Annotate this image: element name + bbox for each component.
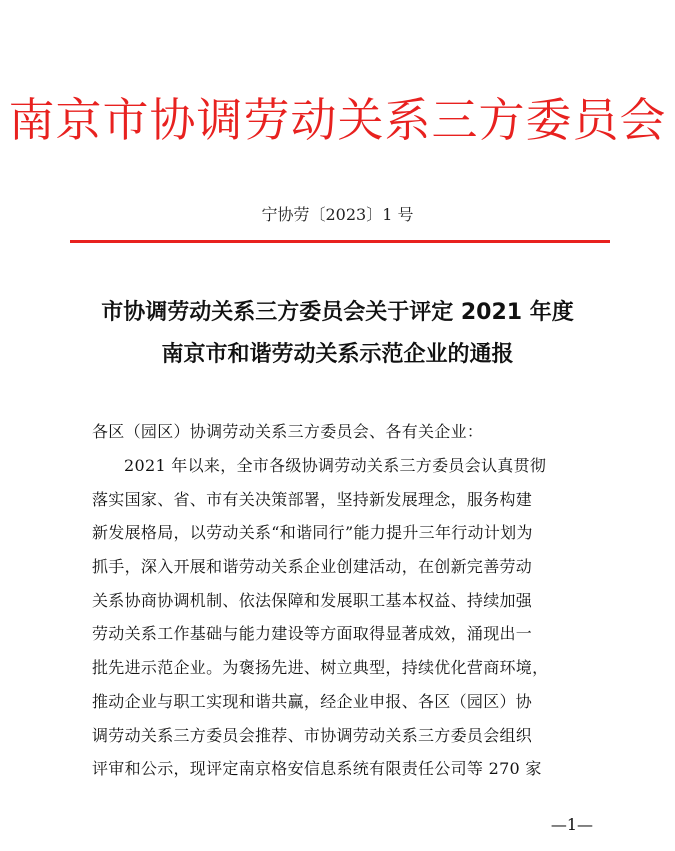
paragraph-line: 落实国家、省、市有关决策部署，坚持新发展理念，服务构建 <box>92 489 533 509</box>
document-title-line-1: 市协调劳动关系三方委员会关于评定 2021 年度 <box>101 300 574 325</box>
paragraph-line: 新发展格局，以劳动关系“和谐同行”能力提升三年行动计划为 <box>92 523 533 543</box>
body-paragraph <box>92 449 592 786</box>
paragraph-line: 关系协商协调机制、依法保障和发展职工基本权益、持续加强 <box>92 590 533 610</box>
document-title-line-2: 南京市和谐劳动关系示范企业的通报 <box>161 342 514 367</box>
paragraph-line: 2021 年以来，全市各级协调劳动关系三方委员会认真贯彻 <box>124 456 547 475</box>
paragraph-line: 抓手，深入开展和谐劳动关系企业创建活动，在创新完善劳动 <box>92 557 533 577</box>
paragraph-line: 批先进示范企业。为褒扬先进、树立典型，持续优化营商环境， <box>92 658 549 678</box>
paragraph-line: 推动企业与职工实现和谐共赢，经企业申报、各区（园区）协 <box>92 691 533 711</box>
salutation: 各区（园区）协调劳动关系三方委员会、各有关企业： <box>92 422 484 441</box>
issuing-org-header: 南京市协调劳动关系三方委员会 <box>8 93 667 147</box>
red-divider-line <box>70 240 610 243</box>
paragraph-line: 评审和公示，现评定南京格安信息系统有限责任公司等 270 家 <box>92 759 542 779</box>
paragraph-line: 调劳动关系三方委员会推荐、市协调劳动关系三方委员会组织 <box>92 725 533 745</box>
document-number: 宁协劳〔2023〕1 号 <box>261 205 414 224</box>
paragraph-line: 劳动关系工作基础与能力建设等方面取得显著成效，涌现出一 <box>92 624 533 644</box>
page-number: —1— <box>550 815 593 834</box>
